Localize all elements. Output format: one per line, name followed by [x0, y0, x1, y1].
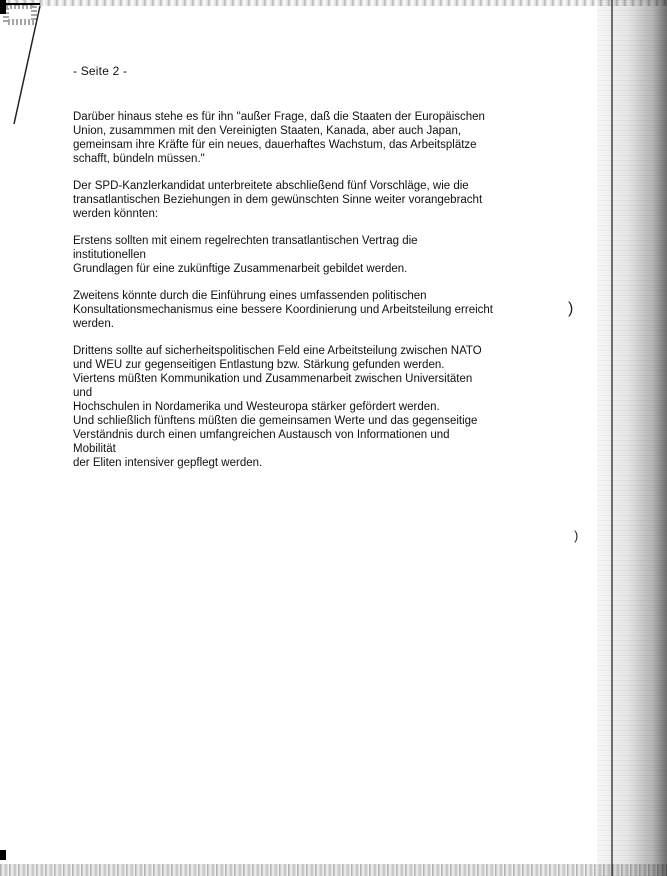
text-line: transatlantischen Beziehungen in dem gewünschten Sinne weiter vorangebracht: [73, 194, 483, 206]
text-line: Hochschulen in Nordamerika und Westeuropa stärker gefördert werden.: [73, 401, 440, 413]
text-line: Zweitens könnte durch die Einführung eines umfassenden politischen: [73, 290, 427, 302]
body-text: [73, 110, 493, 470]
scan-edge-right-line: [611, 0, 613, 876]
text-line: werden könnten:: [73, 208, 159, 220]
text-line: schafft, bündeln müssen.": [73, 153, 205, 165]
text-line: Verständnis durch einen umfangreichen Austausch von Informationen und Mobilität: [73, 429, 450, 455]
scan-edge-right: [597, 0, 667, 876]
text-line: Grundlagen für eine zukünftige Zusammenarbeit gebildet werden.: [73, 263, 408, 275]
text-line: Erstens sollten mit einem regelrechten transatlantischen Vertrag die institutionellen: [73, 235, 418, 261]
staple-mark-icon: [0, 0, 60, 130]
text-line: und WEU zur gegenseitigen Entlastung bzw. Stärkung gefunden werden.: [73, 359, 445, 371]
text-line: Konsultationsmechanismus eine bessere Koordinierung und Arbeitsteilung erreicht: [73, 304, 493, 316]
text-line: Viertens müßten Kommunikation und Zusammenarbeit zwischen Universitäten und: [73, 373, 473, 399]
text-line: Darüber hinaus stehe es für ihn "außer Frage, daß die Staaten der Europäischen: [73, 111, 485, 123]
text-line: Drittens sollte auf sicherheitspolitischen Feld eine Arbeitsteilung zwischen NATO: [73, 345, 482, 357]
text-line: Der SPD-Kanzlerkandidat unterbreitete abschließend fünf Vorschläge, wie die: [73, 180, 469, 192]
page-number: - Seite 2 -: [73, 64, 128, 78]
text-line: Und schließlich fünftens müßten die gemeinsamen Werte und das gegenseitige: [73, 415, 478, 427]
margin-bracket-mark: ): [574, 528, 579, 543]
text-line: werden.: [73, 318, 114, 330]
text-line: gemeinsam ihre Kräfte für ein neues, dauerhaftes Wachstum, das Arbeitsplätze: [73, 139, 477, 151]
text-line: der Eliten intensiver gepflegt werden.: [73, 457, 263, 469]
paragraph-intro: [73, 179, 493, 221]
text-line: Union, zusammmen mit den Vereinigten Staaten, Kanada, aber auch Japan,: [73, 125, 462, 137]
margin-bracket-mark: ): [568, 300, 574, 317]
scan-edge-top: [0, 0, 667, 6]
paragraph-first: [73, 234, 493, 276]
scan-edge-bottom: [0, 864, 667, 876]
paragraph-third-to-fifth: [73, 344, 493, 470]
paragraph-quote: [73, 110, 493, 166]
scan-blot: [0, 850, 6, 860]
paragraph-second: [73, 289, 493, 331]
